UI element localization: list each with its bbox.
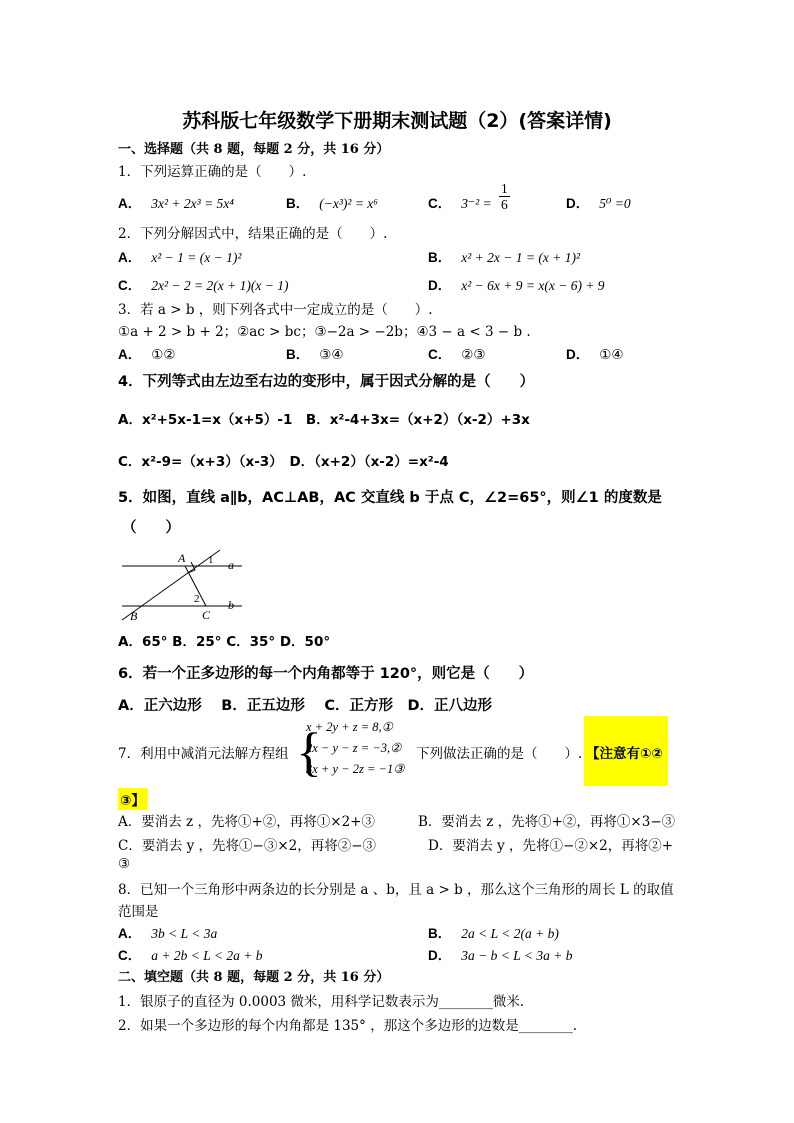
label-B: B (130, 609, 138, 623)
q6-stem: 6．若一个正多边形的每一个内角都等于 120°，则它是（ ） (118, 666, 534, 682)
q7-eq1: x + 2y + z = 8,① (306, 720, 393, 734)
q2-a-text: x² − 1 = (x − 1)² (151, 250, 242, 265)
q1-option-c (428, 182, 510, 212)
q7-post: 下列做法正确的是（ ）. (416, 746, 583, 762)
option-label: C． (428, 196, 452, 211)
q2-b-text: x² + 2x − 1 = (x + 1)² (461, 250, 581, 265)
q5-figure (118, 546, 248, 624)
option-label: D． (566, 196, 590, 211)
q1-option-a (118, 192, 234, 212)
q8-option-d (428, 944, 572, 964)
section-heading-choice: 一、选择题（共 8 题，每题 2 分，共 16 分） (118, 142, 390, 157)
q4-options-line2: C．x²-9=（x+3）（x-3） D．（x+2）（x-2）=x²-4 (118, 454, 449, 470)
q2-option-b (428, 246, 580, 266)
section-heading-fill: 二、填空题（共 8 题，每题 2 分，共 16 分） (118, 970, 390, 985)
q3-option-b (286, 343, 343, 363)
page-title: 苏科版七年级数学下册期末测试题（2）(答案详情) (182, 110, 612, 132)
q2-d-text: x² − 6x + 9 = x(x − 6) + 9 (461, 278, 605, 293)
label-C: C (202, 608, 211, 622)
q3-d-text: ①④ (599, 347, 624, 363)
option-label: A． (118, 926, 142, 941)
q8-d-text: 3a − b < L < 3a + b (461, 948, 573, 963)
option-label: B． (286, 347, 310, 362)
option-label: B． (286, 196, 310, 211)
q7-pre: 7．利用中减消元法解方程组 (118, 746, 289, 762)
option-label: D． (428, 278, 452, 293)
q3-c-text: ②③ (461, 347, 486, 363)
q7-option-a: A．要消去 z ，先将①+②，再将①×2+③ (118, 814, 375, 830)
q1-option-b (286, 192, 378, 212)
q2-stem: 2．下列分解因式中，结果正确的是（ ）. (118, 226, 388, 242)
q3-items: ①a + 2 > b + 2；②ac > bc；③−2a > −2b；④3 − a < 3 − b . (118, 324, 531, 340)
q3-a-text: ①② (151, 347, 176, 363)
option-label: C． (118, 278, 142, 293)
q3-b-text: ③④ (319, 347, 344, 363)
q3-option-c (428, 343, 485, 363)
q5-answer-paren: （ ） (122, 520, 180, 536)
q1-stem: 1．下列运算正确的是（ ）. (118, 164, 307, 180)
q1-b-text: (−x³)² = x⁶ (319, 196, 378, 211)
fill-q1: 1．银原子的直径为 0.0003 微米，用科学记数表示为________微米. (118, 994, 525, 1010)
q3-stem: 3．若 a > b ，则下列各式中一定成立的是（ ）. (118, 302, 433, 318)
q8-option-c (118, 944, 262, 964)
option-label: A． (118, 347, 142, 362)
option-label: B． (428, 926, 452, 941)
q7-eq3: 3x + y − 2z = −1③ (306, 762, 405, 776)
q8-option-a (118, 922, 217, 942)
q7-option-d-line1: D．要消去 y ，先将①−②×2，再将②+ (428, 838, 674, 854)
q1-option-d (566, 192, 631, 212)
q7-option-b: B．要消去 z ，先将①+②，再将①×3−③ (418, 814, 676, 830)
q6-options: A．正六边形 B．正五边形 C．正方形 D．正八边形 (118, 698, 493, 714)
q7-note-part2: ③】 (118, 788, 147, 810)
fraction-numerator: 1 (500, 181, 508, 196)
q4-stem: 4．下列等式由左边至右边的变形中，属于因式分解的是（ ） (118, 374, 535, 390)
option-label: C． (118, 948, 142, 963)
q7-note-part1: 【注意有①② (586, 746, 663, 762)
q8-a-text: 3b < L < 3a (151, 926, 218, 941)
q5-options: A．65° B．25° C．35° D．50° (118, 634, 331, 650)
option-label: D． (428, 948, 452, 963)
q2-option-c (118, 274, 288, 294)
option-label: D． (566, 347, 590, 362)
label-a: a (228, 558, 234, 572)
q1-a-text: 3x² + 2x³ = 5x⁴ (151, 196, 234, 211)
q2-option-a (118, 246, 241, 266)
q1-c-fraction (499, 182, 510, 212)
q2-c-text: 2x² − 2 = 2(x + 1)(x − 1) (151, 278, 289, 293)
q5-stem: 5．如图，直线 a∥b，AC⊥AB，AC 交直线 b 于点 C，∠2=65°，则∠1 的度数是 (118, 490, 662, 506)
q8-stem-line1: 8．已知一个三角形中两条边的长分别是 a 、b，且 a > b ，那么这个三角形的周长 L 的取值 (118, 882, 674, 898)
option-label: A． (118, 196, 142, 211)
option-label: C． (428, 347, 452, 362)
angle-2-label: 2 (194, 593, 200, 605)
fill-q2: 2．如果一个多边形的每个内角都是 135° ，那这个多边形的边数是________. (118, 1018, 577, 1034)
q8-b-text: 2a < L < 2(a + b) (461, 926, 559, 941)
q3-option-a (118, 343, 175, 363)
label-b: b (228, 598, 234, 612)
q8-stem-line2: 范围是 (118, 904, 159, 920)
q1-c-lhs: 3⁻² = (461, 196, 492, 211)
q7-brace: { (296, 722, 322, 782)
angle-1-label: 1 (208, 554, 214, 566)
q8-option-b (428, 922, 559, 942)
q7-eq2: 2x − y − z = −3,② (306, 741, 402, 755)
option-label: B． (428, 250, 452, 265)
q7-option-c: C．要消去 y ，先将①−③×2，再将②−③ (118, 838, 377, 854)
right-angle-mark (188, 562, 195, 573)
option-label: A． (118, 250, 142, 265)
label-A: A (178, 551, 186, 565)
q7-system (306, 717, 404, 780)
q1-d-text: 5⁰ =0 (599, 196, 631, 211)
q8-c-text: a + 2b < L < 2a + b (151, 948, 263, 963)
q4-options-line1: A．x²+5x-1=x（x+5）-1 B．x²-4+3x=（x+2）（x-2）+3x (118, 412, 530, 428)
fraction-denominator: 6 (500, 197, 508, 212)
q3-option-d (566, 343, 623, 363)
q7-option-d-line2: ③ (118, 856, 131, 872)
q2-option-d (428, 274, 605, 294)
